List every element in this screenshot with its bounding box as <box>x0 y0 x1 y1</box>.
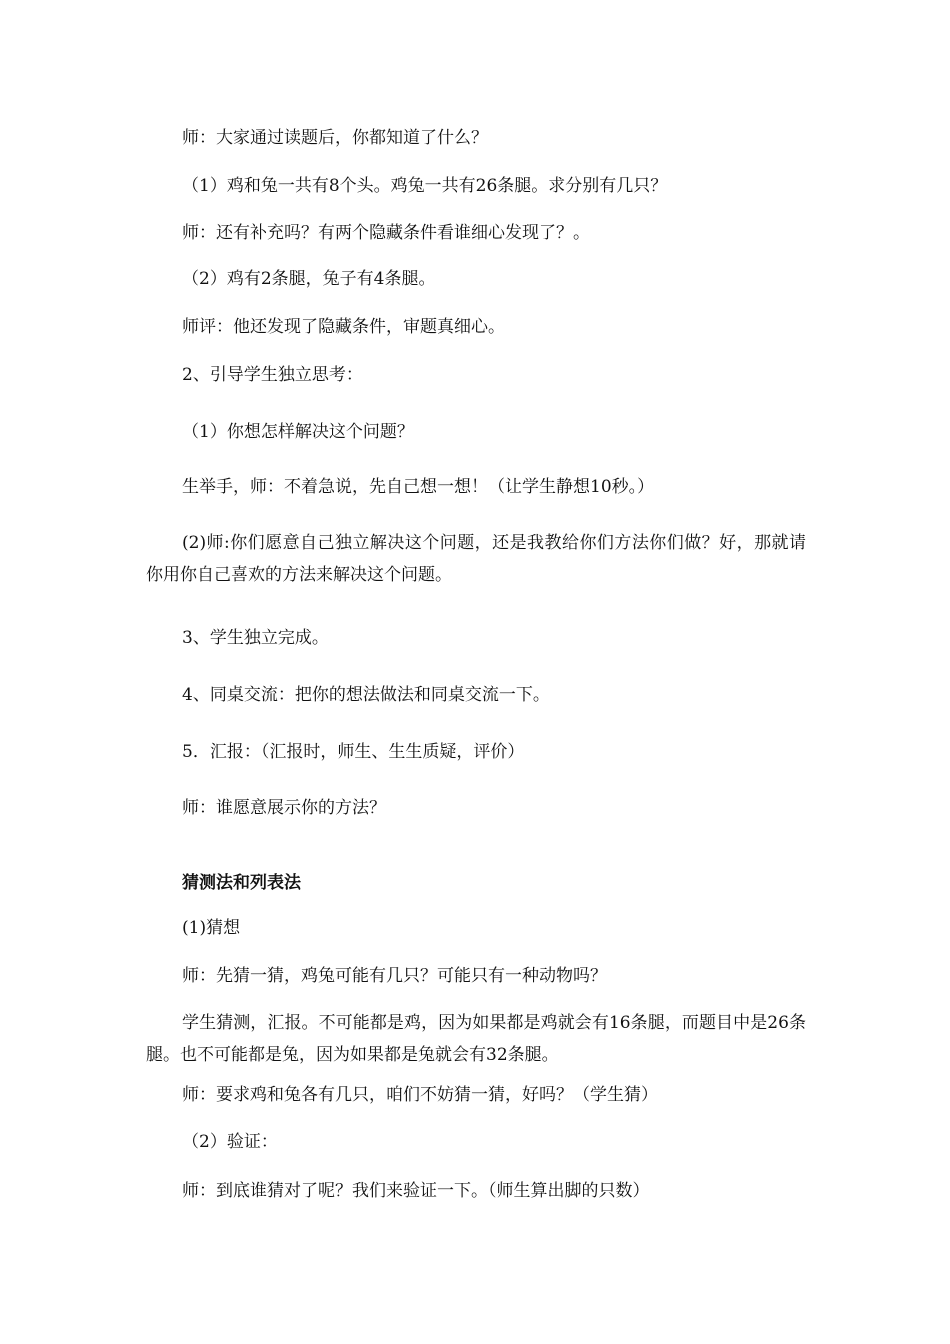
paragraph-condition-1: （1）鸡和兔一共有8个头。鸡兔一共有26条腿。求分别有几只？ <box>182 176 668 196</box>
paragraph-question-1: （1）你想怎样解决这个问题？ <box>182 422 414 442</box>
paragraph-teacher-verify: 师：到底谁猜对了呢？我们来验证一下。（师生算出脚的只数） <box>182 1181 650 1201</box>
paragraph-guess-label: (1)猜想 <box>182 918 241 938</box>
paragraph-teacher-show: 师：谁愿意展示你的方法？ <box>182 798 386 818</box>
paragraph-teacher-comment: 师评：他还发现了隐藏条件，审题真细心。 <box>182 317 505 337</box>
paragraph-step-4: 4、同桌交流：把你的想法做法和同桌交流一下。 <box>182 685 550 705</box>
paragraph-verify-label: （2）验证： <box>182 1132 278 1152</box>
paragraph-step-5: 5．汇报：（汇报时，师生、生生质疑，评价） <box>182 742 525 762</box>
paragraph-teacher-guess: 师：先猜一猜，鸡兔可能有几只？可能只有一种动物吗？ <box>182 966 607 986</box>
paragraph-students-think: 生举手，师：不着急说，先自己想一想！（让学生静想10秒。） <box>182 477 655 497</box>
paragraph-condition-2: （2）鸡有2条腿，兔子有4条腿。 <box>182 269 436 289</box>
paragraph-teacher-supplement: 师：还有补充吗？有两个隐藏条件看谁细心发现了？。 <box>182 223 590 243</box>
paragraph-teacher-request: 师：要求鸡和兔各有几只，咱们不妨猜一猜，好吗？（学生猜） <box>182 1085 658 1105</box>
paragraph-student-guess: 学生猜测，汇报。不可能都是鸡，因为如果都是鸡就会有16条腿，而题目中是26条腿。也不可能都是兔，因为如果都是兔就会有32条腿。 <box>146 1013 806 1065</box>
paragraph-step-3: 3、学生独立完成。 <box>182 628 329 648</box>
paragraph-step-2: 2、引导学生独立思考： <box>182 365 363 385</box>
paragraph-teacher-question: 师：大家通过读题后，你都知道了什么？ <box>182 128 488 148</box>
section-heading: 猜测法和列表法 <box>182 873 301 893</box>
paragraph-question-2: (2)师:你们愿意自己独立解决这个问题，还是我教给你们方法你们做？好，那就请你用你自己喜欢的方法来解决这个问题。 <box>146 533 806 585</box>
